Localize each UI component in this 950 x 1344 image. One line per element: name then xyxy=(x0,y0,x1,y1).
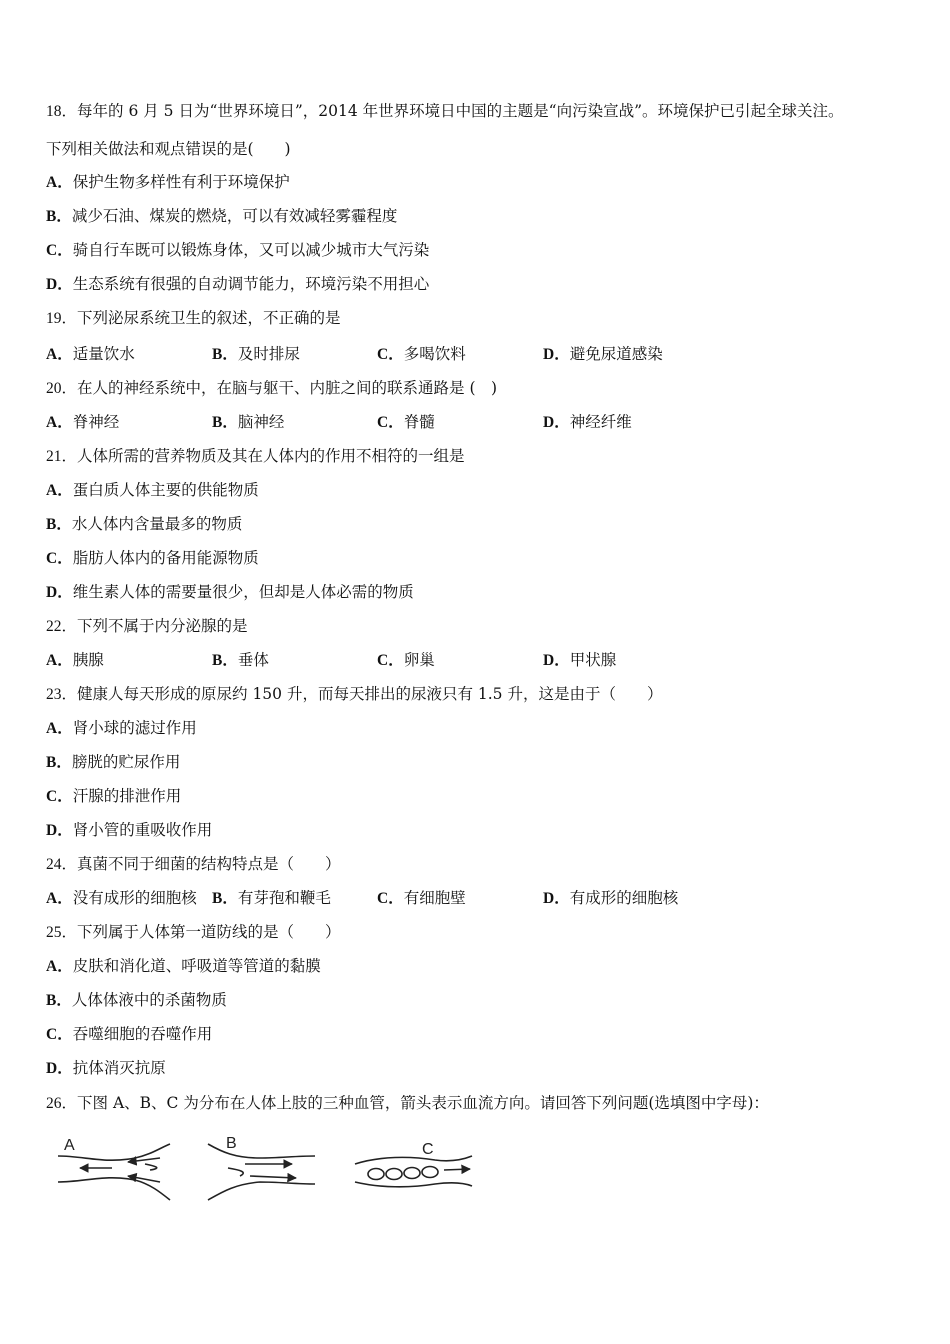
option-text: 肾小管的重吸收作用 xyxy=(72,821,213,839)
option xyxy=(212,344,300,365)
option-text: 甲状腺 xyxy=(569,651,617,669)
option xyxy=(543,650,616,671)
question-number: 25． xyxy=(46,924,78,941)
option-text: 避免尿道感染 xyxy=(569,345,663,363)
option xyxy=(377,412,435,433)
option-label: B． xyxy=(46,208,72,225)
option-label: B． xyxy=(212,414,238,431)
option-label: C． xyxy=(46,242,73,259)
option-label: A． xyxy=(46,890,73,907)
option-label: B． xyxy=(212,890,238,907)
option xyxy=(46,956,321,977)
option xyxy=(377,650,435,671)
option-text: 生态系统有很强的自动调节能力，环境污染不用担心 xyxy=(72,275,430,293)
option-text: 及时排尿 xyxy=(237,345,300,363)
option xyxy=(46,1058,166,1079)
option-text: 膀胱的贮尿作用 xyxy=(71,753,181,771)
option-label: B． xyxy=(46,992,72,1009)
vessel-a-label: A xyxy=(64,1137,75,1154)
option xyxy=(46,650,104,671)
option-label: D． xyxy=(543,346,570,363)
vessel-c-label: C xyxy=(422,1141,434,1158)
option-label: C． xyxy=(46,788,73,805)
question-text: 在人的神经系统中，在脑与躯干、内脏之间的联系通路是 ( ) xyxy=(77,379,498,397)
option-label: D． xyxy=(46,1060,73,1077)
option-label: B． xyxy=(212,346,238,363)
option-label: A． xyxy=(46,346,73,363)
question-18-stem xyxy=(46,101,844,122)
option-label: A． xyxy=(46,414,73,431)
vessel-c-diagram xyxy=(355,1156,472,1187)
option xyxy=(46,888,197,909)
option-text: 脊髓 xyxy=(403,413,435,431)
question-23-stem xyxy=(46,684,662,705)
option-text: 皮肤和消化道、呼吸道等管道的黏膜 xyxy=(72,957,321,975)
question-text: 下列泌尿系统卫生的叙述，不正确的是 xyxy=(77,309,341,327)
option xyxy=(46,240,429,261)
option-label: D． xyxy=(543,652,570,669)
option xyxy=(46,1024,212,1045)
question-22-stem xyxy=(46,616,248,637)
option-label: C． xyxy=(46,550,73,567)
question-number: 21． xyxy=(46,448,78,465)
option-text: 有细胞壁 xyxy=(403,889,466,907)
option-label: D． xyxy=(543,890,570,907)
option-label: A． xyxy=(46,958,73,975)
option xyxy=(46,786,181,807)
question-text: 下列相关做法和观点错误的是( ) xyxy=(46,140,291,158)
option xyxy=(46,344,135,365)
vessel-a-diagram xyxy=(58,1144,170,1200)
option-text: 有成形的细胞核 xyxy=(569,889,679,907)
option-label: A． xyxy=(46,720,73,737)
question-text: 下图 A、B、C 为分布在人体上肢的三种血管，箭头表示血流方向。请回答下列问题(选填图中字母)： xyxy=(77,1094,769,1112)
option xyxy=(46,582,414,603)
option xyxy=(46,412,119,433)
question-number: 24． xyxy=(46,856,78,873)
question-20-stem xyxy=(46,378,497,399)
option-text: 脊神经 xyxy=(72,413,120,431)
question-text: 下列属于人体第一道防线的是（ ） xyxy=(77,923,341,941)
question-21-stem xyxy=(46,446,465,467)
option-label: C． xyxy=(377,414,404,431)
option-label: C． xyxy=(377,346,404,363)
question-number: 23． xyxy=(46,686,78,703)
option-label: D． xyxy=(543,414,570,431)
question-number: 20． xyxy=(46,380,78,397)
option-text: 保护生物多样性有利于环境保护 xyxy=(72,173,290,191)
option-label: B． xyxy=(46,516,72,533)
option-text: 水人体内含量最多的物质 xyxy=(71,515,243,533)
question-text: 人体所需的营养物质及其在人体内的作用不相符的一组是 xyxy=(77,447,465,465)
option-text: 脑神经 xyxy=(237,413,285,431)
question-number: 18． xyxy=(46,103,78,120)
question-number: 22． xyxy=(46,618,78,635)
option xyxy=(212,888,331,909)
option-label: B． xyxy=(46,754,72,771)
option-text: 有芽孢和鞭毛 xyxy=(237,889,331,907)
option-text: 人体体液中的杀菌物质 xyxy=(71,991,227,1009)
vessel-b-diagram xyxy=(208,1144,315,1200)
option-label: C． xyxy=(46,1026,73,1043)
question-18-stem-cont xyxy=(46,139,291,159)
option-text: 减少石油、煤炭的燃烧，可以有效减轻雾霾程度 xyxy=(71,207,398,225)
question-text: 每年的 6 月 5 日为“世界环境日”，2014 年世界环境日中国的主题是“向污染宣战”。环境保护已引起全球关注。 xyxy=(77,102,844,120)
option-label: A． xyxy=(46,482,73,499)
option-label: A． xyxy=(46,652,73,669)
option-text: 神经纤维 xyxy=(569,413,632,431)
option xyxy=(46,752,180,773)
question-text: 真菌不同于细菌的结构特点是（ ） xyxy=(77,855,341,873)
option-label: C． xyxy=(377,890,404,907)
option xyxy=(543,344,663,365)
option xyxy=(46,480,259,501)
option xyxy=(46,172,290,193)
option xyxy=(46,274,429,295)
option-text: 骑自行车既可以锻炼身体，又可以减少城市大气污染 xyxy=(72,241,430,259)
option-label: D． xyxy=(46,276,73,293)
option-text: 卵巢 xyxy=(403,651,435,669)
question-24-stem xyxy=(46,854,341,875)
question-25-stem xyxy=(46,922,341,943)
option xyxy=(46,820,212,841)
option xyxy=(212,650,269,671)
option-text: 适量饮水 xyxy=(72,345,135,363)
option-text: 胰腺 xyxy=(72,651,104,669)
option xyxy=(377,888,466,909)
option xyxy=(46,514,242,535)
option-label: C． xyxy=(377,652,404,669)
question-text: 健康人每天形成的原尿约 150 升，而每天排出的尿液只有 1.5 升，这是由于（ ） xyxy=(77,685,663,703)
question-number: 19． xyxy=(46,310,78,327)
option-label: D． xyxy=(46,584,73,601)
option-text: 脂肪人体内的备用能源物质 xyxy=(72,549,259,567)
option-text: 多喝饮料 xyxy=(403,345,466,363)
question-19-stem xyxy=(46,308,341,329)
question-text: 下列不属于内分泌腺的是 xyxy=(77,617,248,635)
option xyxy=(46,990,227,1011)
blood-vessel-figure xyxy=(50,1130,490,1215)
option xyxy=(377,344,466,365)
option-text: 维生素人体的需要量很少，但却是人体必需的物质 xyxy=(72,583,414,601)
option xyxy=(46,718,197,739)
option-label: D． xyxy=(46,822,73,839)
option-text: 没有成形的细胞核 xyxy=(72,889,197,907)
vessel-b-label: B xyxy=(226,1135,237,1152)
option-text: 吞噬细胞的吞噬作用 xyxy=(72,1025,213,1043)
option-text: 蛋白质人体主要的供能物质 xyxy=(72,481,259,499)
option xyxy=(46,548,259,569)
option xyxy=(543,412,632,433)
option-text: 垂体 xyxy=(237,651,269,669)
option xyxy=(46,206,397,227)
option-text: 汗腺的排泄作用 xyxy=(72,787,182,805)
option xyxy=(212,412,284,433)
option-label: A． xyxy=(46,174,73,191)
option xyxy=(543,888,678,909)
option-text: 抗体消灭抗原 xyxy=(72,1059,166,1077)
question-26-stem xyxy=(46,1093,769,1114)
option-label: B． xyxy=(212,652,238,669)
option-text: 肾小球的滤过作用 xyxy=(72,719,197,737)
question-number: 26． xyxy=(46,1095,78,1112)
